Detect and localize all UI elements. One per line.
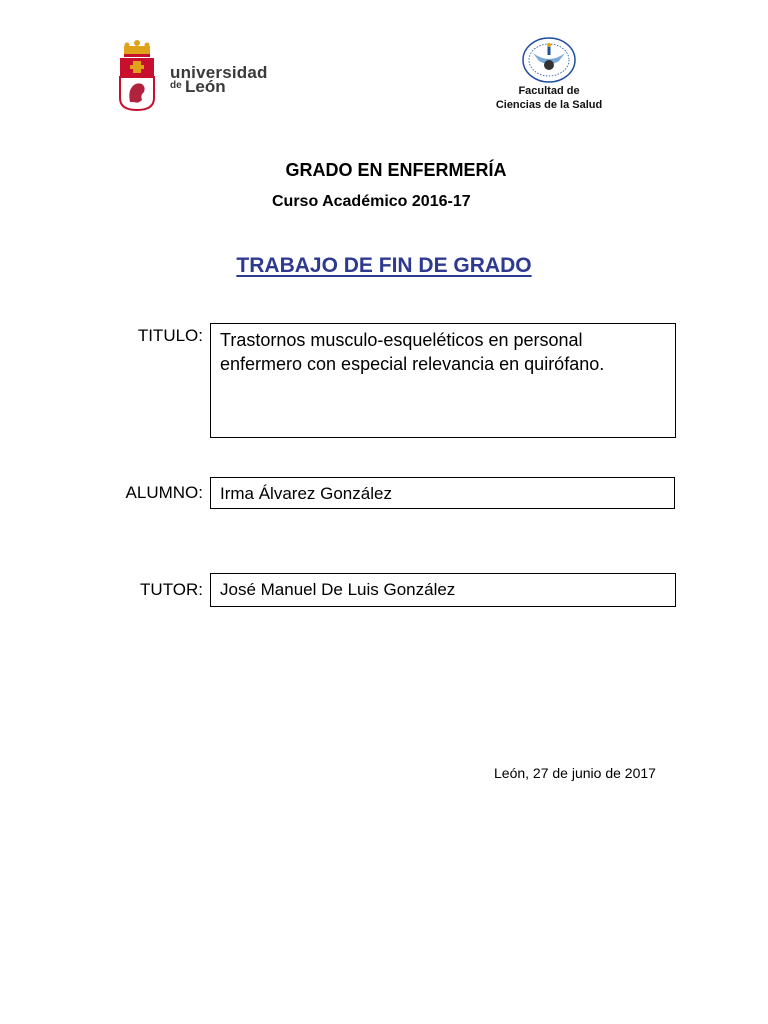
alumno-value: Irma Álvarez González — [210, 477, 675, 509]
titulo-value: Trastornos musculo-esqueléticos en personal enfermero con especial relevancia en quirófano. — [210, 323, 676, 438]
degree-title: GRADO EN ENFERMERÍA — [285, 160, 507, 180]
alumno-label: ALUMNO: — [125, 483, 203, 502]
university-crest-icon — [118, 40, 156, 112]
tutor-value: José Manuel De Luis González — [210, 573, 676, 607]
faculty-name-line1: Facultad de — [518, 85, 580, 97]
date-line: León, 27 de junio de 2017 — [494, 765, 656, 781]
university-name-line1: universidad — [170, 63, 268, 82]
faculty-seal-icon — [519, 35, 579, 85]
university-logo — [118, 30, 266, 116]
work-title: TRABAJO DE FIN DE GRADO — [236, 254, 532, 277]
course-year: Curso Académico 2016-17 — [272, 193, 471, 210]
faculty-name-line2: Ciencias de la Salud — [495, 99, 603, 111]
titulo-label: TITULO: — [137, 326, 203, 345]
tutor-label: TUTOR: — [140, 580, 203, 599]
university-name-prefix: de — [170, 80, 182, 91]
university-name-line2: León — [185, 77, 226, 96]
